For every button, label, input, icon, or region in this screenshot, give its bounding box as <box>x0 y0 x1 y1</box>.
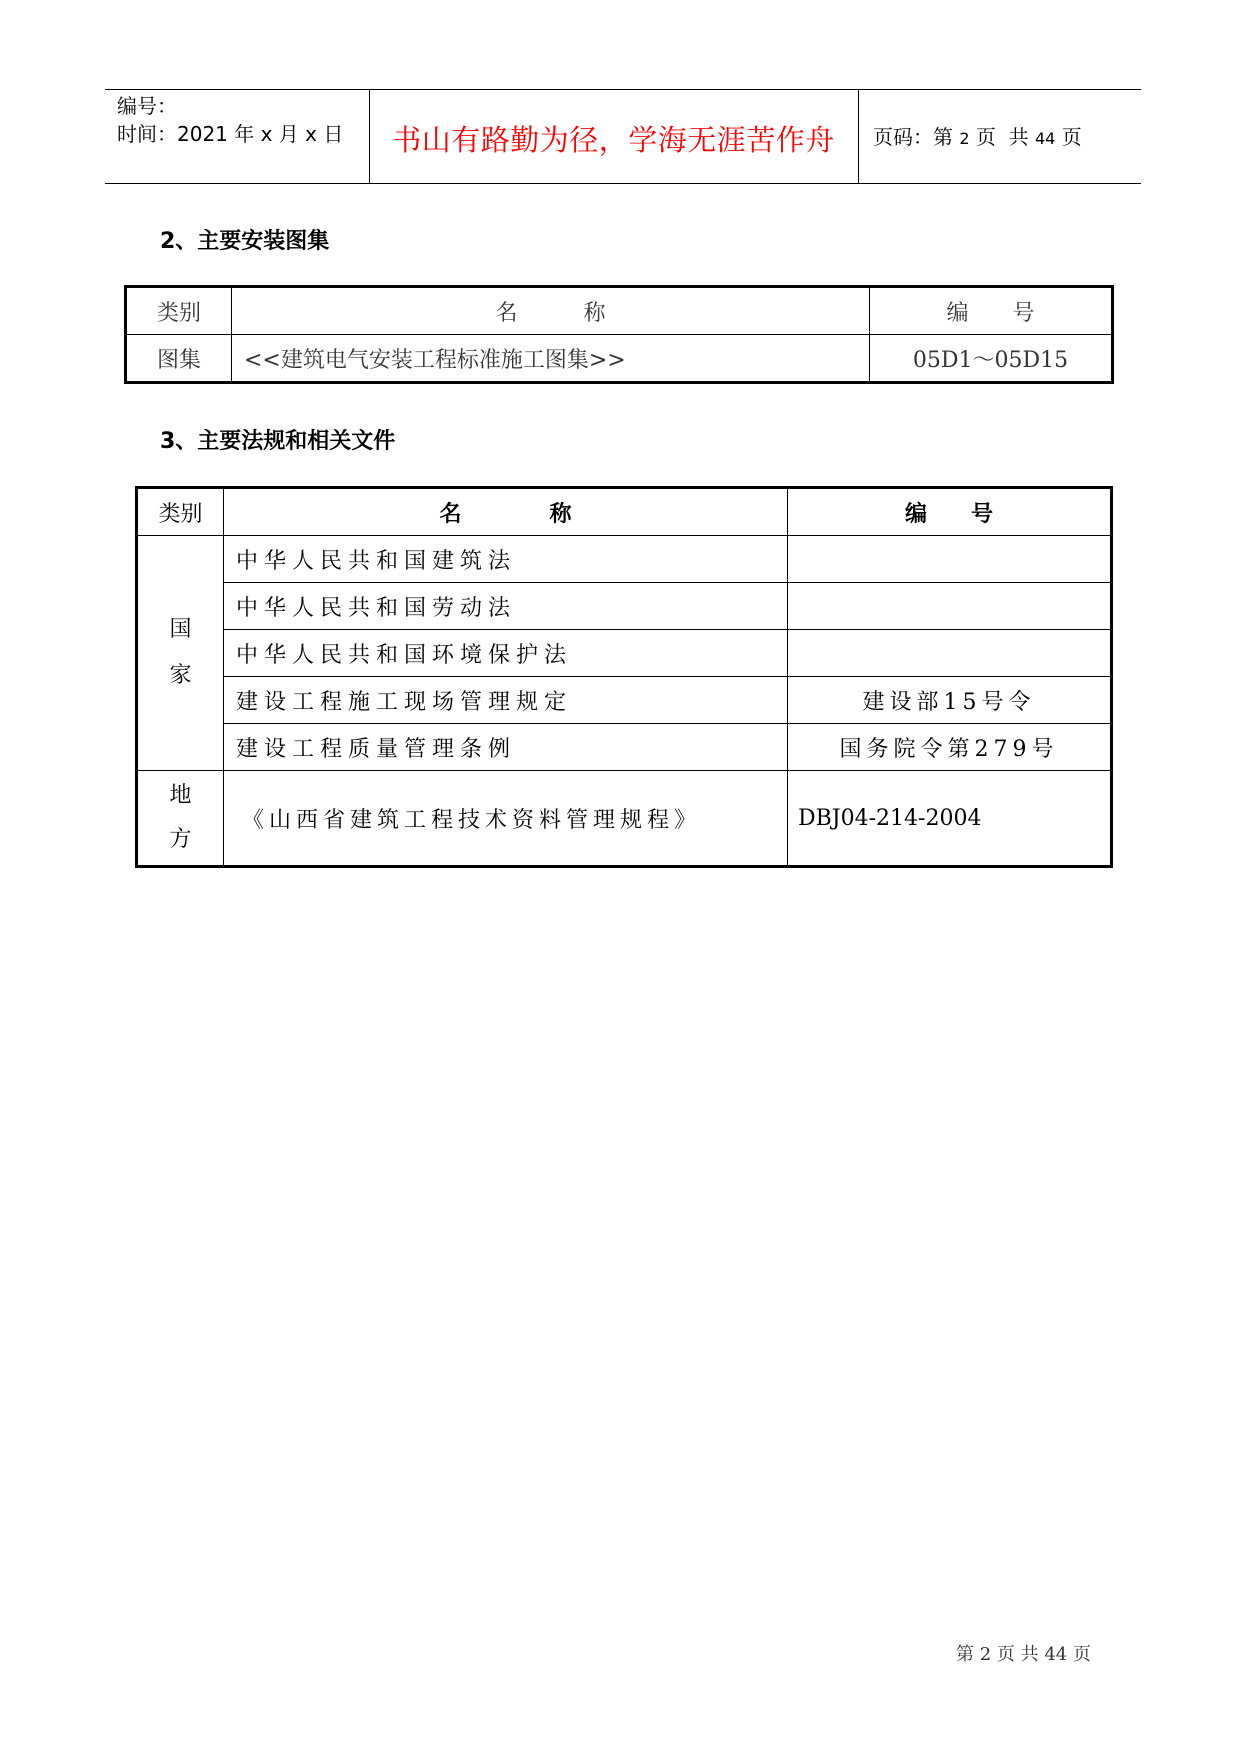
table-row <box>137 677 1112 724</box>
page-number: 2 <box>959 129 970 148</box>
table-row <box>137 536 1112 583</box>
header-name: 名 称 <box>224 488 788 536</box>
row-name: <<建筑电气安装工程标准施工图集>> <box>232 335 870 383</box>
row-name: 《山西省建筑工程技术资料管理规程》 <box>224 771 788 867</box>
regulations-table <box>135 486 1113 868</box>
table-row <box>137 771 1112 867</box>
document-time: 时间：2021 年 x 月 x 日 <box>117 122 344 146</box>
header-code: 编 号 <box>870 287 1113 335</box>
header-motto: 书山有路勤为径，学海无涯苦作舟 <box>392 123 835 157</box>
header-meta <box>117 92 343 148</box>
page-header <box>105 89 1141 184</box>
page-suffix: 页 <box>1061 125 1082 149</box>
header-category: 类别 <box>126 287 232 335</box>
header-divider <box>858 90 859 183</box>
section-3-title: 3、主要法规和相关文件 <box>160 429 396 454</box>
table-header-row <box>137 488 1112 536</box>
row-code: DBJ04-214-2004 <box>788 771 1112 867</box>
row-code <box>788 536 1112 583</box>
page-prefix: 页码：第 <box>873 125 953 149</box>
page-footer: 第 2 页 共 44 页 <box>956 1644 1091 1665</box>
row-category: 图集 <box>126 335 232 383</box>
atlas-table <box>124 285 1114 384</box>
row-name: 中华人民共和国建筑法 <box>224 536 788 583</box>
header-category: 类别 <box>137 488 224 536</box>
section-2-title: 2、主要安装图集 <box>160 229 330 254</box>
table-header-row <box>126 287 1113 335</box>
local-label-2: 方 <box>169 827 192 852</box>
table-row <box>126 335 1113 383</box>
header-name: 名 称 <box>232 287 870 335</box>
table-row <box>137 583 1112 630</box>
page-total: 44 <box>1034 129 1056 148</box>
document-number-label: 编号： <box>117 94 177 118</box>
page-mid: 页 共 <box>975 125 1029 149</box>
row-code <box>788 583 1112 630</box>
row-code: 国务院令第279号 <box>788 724 1112 771</box>
header-page-info <box>873 121 1082 150</box>
row-name: 中华人民共和国环境保护法 <box>224 630 788 677</box>
national-label-1: 国 <box>169 617 192 642</box>
row-code: 建设部15号令 <box>788 677 1112 724</box>
row-code <box>788 630 1112 677</box>
local-label-1: 地 <box>169 783 192 808</box>
header-code: 编 号 <box>788 488 1112 536</box>
row-name: 建设工程质量管理条例 <box>224 724 788 771</box>
table-row <box>137 630 1112 677</box>
row-name: 建设工程施工现场管理规定 <box>224 677 788 724</box>
national-category-cell <box>137 536 224 771</box>
table-row <box>137 724 1112 771</box>
row-code: 05D1～05D15 <box>870 335 1113 383</box>
row-name: 中华人民共和国劳动法 <box>224 583 788 630</box>
local-category-cell <box>137 771 224 867</box>
national-label-2: 家 <box>169 663 192 688</box>
